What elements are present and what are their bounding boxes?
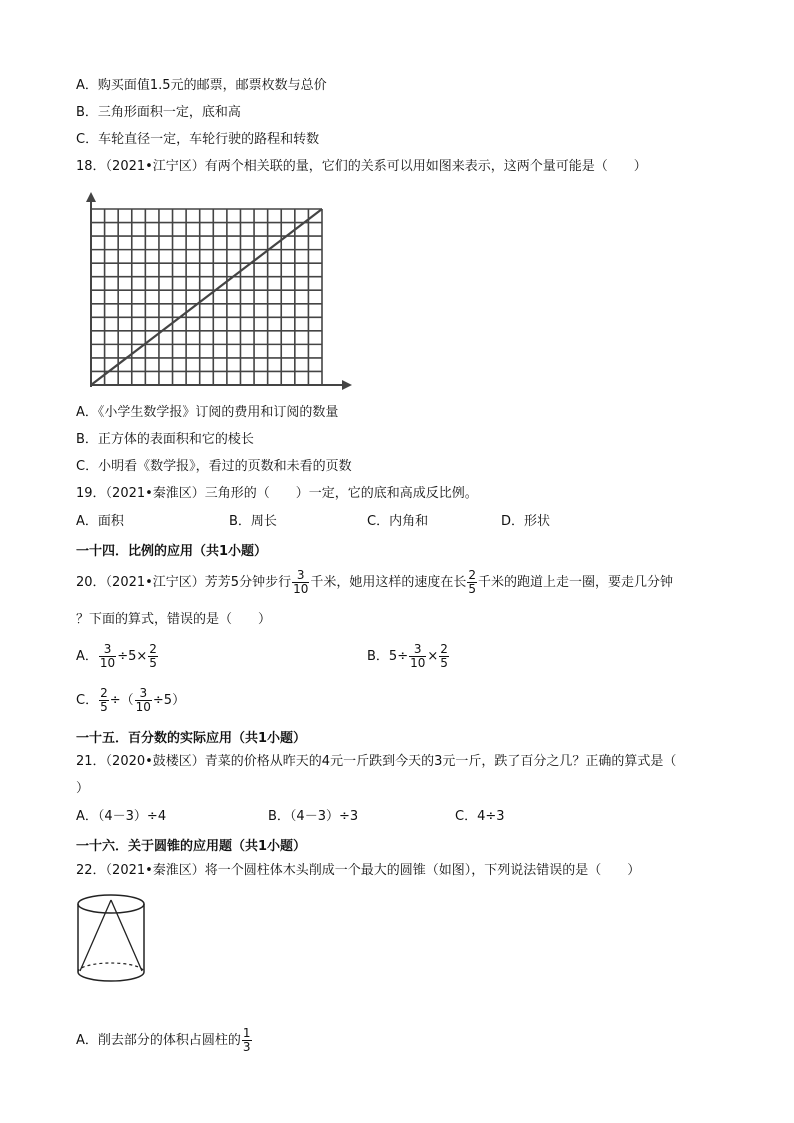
q21-stem: 21．（2020•鼓楼区）青菜的价格从昨天的4元一斤跌到今天的3元一斤，跌了百分之几？正确的算式是（ xyxy=(76,754,677,769)
q18-option-b: B．正方体的表面积和它的棱长 xyxy=(76,432,254,447)
q21-option-a: A．（4－3）÷4 xyxy=(76,809,167,824)
q19-option-c: C．内角和 xyxy=(367,514,429,529)
q20-option-c: C． $\frac{2}{5}$ ÷（ $\frac{3}{10}$ ÷5） xyxy=(76,686,186,714)
q21-option-b: B．（4－3）÷3 xyxy=(268,809,359,824)
q17-option-a: A．购买面值1.5元的邮票，邮票枚数与总价 xyxy=(76,78,327,93)
q20-stem-cont: ？下面的算式，错误的是（ ） xyxy=(76,612,272,627)
q20-option-b: B．5÷ $\frac{3}{10}$ × $\frac{2}{5}$ xyxy=(367,642,448,670)
section-15-heading: 一十五．百分数的实际应用（共1小题） xyxy=(76,731,307,746)
q19-option-d: D．形状 xyxy=(501,514,551,529)
q18-option-c: C．小明看《数学报》，看过的页数和未看的页数 xyxy=(76,459,352,474)
q18-option-a: A．《小学生数学报》订阅的费用和订阅的数量 xyxy=(76,405,339,420)
q19-option-b: B．周长 xyxy=(229,514,277,529)
q22-stem: 22．（2021•秦淮区）将一个圆柱体木头削成一个最大的圆锥（如图），下列说法错误的是（ ） xyxy=(76,863,641,878)
q21-stem-end: ） xyxy=(76,781,90,796)
q17-option-c: C．车轮直径一定，车轮行驶的路程和转数 xyxy=(76,132,320,147)
section-14-heading: 一十四．比例的应用（共1小题） xyxy=(76,544,268,559)
q20-stem: 20．（2021•江宁区）芳芳5分钟步行 $\frac{3}{10}$ 千米，她用这样的速度在长 $\frac{2}{5}$ 千米的跑道上走一圈，要走几分钟 xyxy=(76,568,674,596)
q22-option-a: A．削去部分的体积占圆柱的 $\frac{1}{3}$ xyxy=(76,1026,251,1054)
q18-proportion-graph xyxy=(86,192,354,392)
q19-stem: 19．（2021•秦淮区）三角形的（ ）一定，它的底和高成反比例。 xyxy=(76,486,478,501)
q18-stem: 18．（2021•江宁区）有两个相关联的量，它们的关系可以用如图来表示，这两个量可能是（ ） xyxy=(76,159,647,174)
q20-option-a: A． $\frac{3}{10}$ ÷5× $\frac{2}{5}$ xyxy=(76,642,157,670)
section-16-heading: 一十六．关于圆锥的应用题（共1小题） xyxy=(76,839,307,854)
q17-option-b: B．三角形面积一定，底和高 xyxy=(76,105,241,120)
q22-cylinder-cone-figure xyxy=(74,892,148,988)
q21-option-c: C．4÷3 xyxy=(455,809,505,824)
q19-option-a: A．面积 xyxy=(76,514,124,529)
